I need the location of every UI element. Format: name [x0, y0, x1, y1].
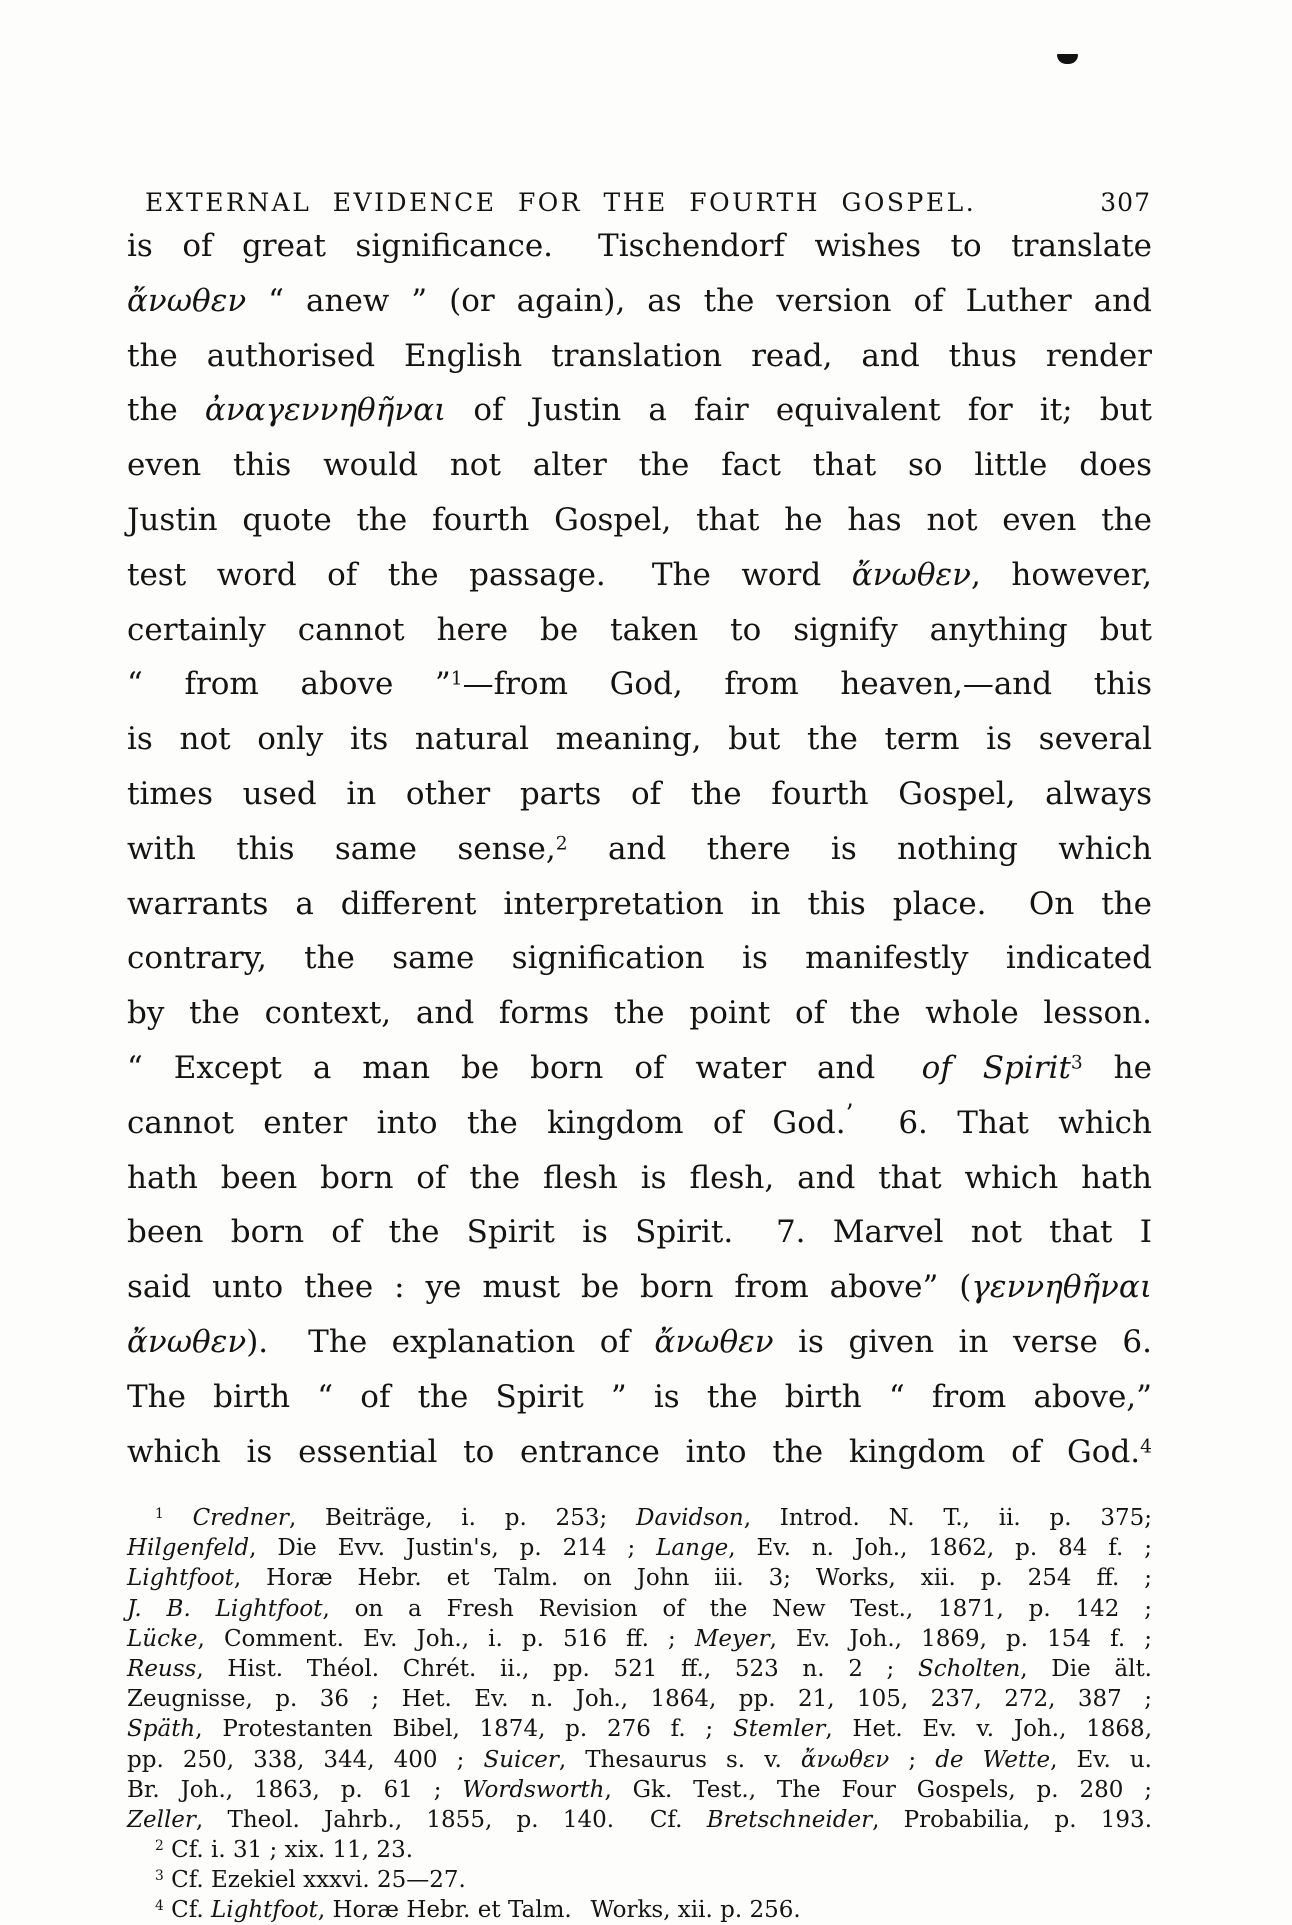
body-line: [127, 822, 1152, 877]
body-line: [127, 1370, 1152, 1425]
footnote-line: [127, 1835, 1152, 1865]
greek-word: ἄνωθεν: [800, 1746, 890, 1773]
greek-word: ἄνωθεν: [127, 1323, 247, 1360]
text-run: , Theol. Jahrb., 1855, p. 140. Cf.: [195, 1806, 707, 1833]
body-line: [127, 877, 1152, 932]
text-run: —from God, from heaven,—and this: [462, 666, 1152, 703]
text-run: the authorised English translation read, and thus render: [127, 337, 1152, 374]
footnote-marker: 1: [155, 1506, 164, 1523]
text-run: , Gk. Test., The Four Gospels, p. 280 ;: [604, 1776, 1152, 1803]
italic-emphasis: Reuss: [127, 1655, 197, 1682]
italic-emphasis: Suicer: [483, 1746, 559, 1773]
text-run: [164, 1505, 193, 1531]
body-line: [127, 329, 1152, 384]
body-line: [127, 1205, 1152, 1260]
body-line: [127, 657, 1152, 712]
footnote-marker: 1: [450, 669, 463, 691]
italic-emphasis: Bretschneider: [706, 1806, 873, 1833]
text-run: , Ev. n. Joh., 1862, p. 84 f. ;: [728, 1535, 1152, 1562]
footnote-line: [127, 1775, 1152, 1805]
text-run: , Hist. Théol. Chrét. ii., pp. 521 ff., 523 n. 2 ;: [196, 1655, 918, 1682]
text-run: , however,: [970, 556, 1153, 593]
page-header: [145, 188, 1151, 217]
italic-emphasis: Scholten: [917, 1655, 1021, 1682]
footnote-line: [127, 1654, 1152, 1684]
footnote-marker: 3: [155, 1868, 164, 1885]
body-line: [127, 438, 1152, 493]
text-run: with this same sense,: [127, 830, 556, 867]
text-run: contrary, the same signification is manifestly indicated: [127, 940, 1152, 977]
body-line: [127, 1425, 1152, 1480]
text-run: , Het. Ev. v. Joh., 1868,: [825, 1716, 1153, 1743]
text-run: been born of the Spirit is Spirit. 7. Marvel not that I: [127, 1214, 1152, 1251]
footnote-line: [127, 1745, 1152, 1775]
italic-emphasis: Hilgenfeld: [127, 1535, 250, 1562]
footnote-marker: 4: [1140, 1436, 1152, 1458]
greek-word: ἀναγεννηθῆναι: [204, 392, 447, 429]
text-run: he: [1082, 1049, 1152, 1086]
body-line: [127, 767, 1152, 822]
text-run: Br. Joh., 1863, p. 61 ;: [127, 1776, 463, 1803]
body-line: [127, 219, 1152, 274]
italic-emphasis: J. B. Lightfoot: [127, 1595, 323, 1622]
text-run: 6. That which: [853, 1104, 1152, 1141]
text-run: Cf. i. 31 ; xix. 11, 23.: [163, 1837, 414, 1864]
text-run: The birth “ of the Spirit ” is the birth “ from above,”: [127, 1378, 1152, 1415]
body-line: [127, 493, 1152, 548]
text-run: Cf.: [163, 1897, 212, 1924]
italic-emphasis: de Wette: [935, 1746, 1051, 1773]
footnote-marker: 2: [555, 833, 568, 855]
footnote-line: [127, 1895, 1152, 1925]
italic-emphasis: Meyer: [694, 1625, 770, 1652]
footnote-line: [127, 1533, 1152, 1563]
text-run: and there is nothing which: [567, 830, 1153, 867]
body-line: [127, 1096, 1152, 1151]
body-line: [127, 1041, 1152, 1096]
body-line: [127, 603, 1152, 658]
text-run: , Protestanten Bibel, 1874, p. 276 f. ;: [195, 1716, 733, 1743]
footnote-line: [127, 1714, 1152, 1744]
body-line: [127, 986, 1152, 1041]
italic-emphasis: Lücke: [127, 1625, 198, 1652]
footnote-line: [127, 1865, 1152, 1895]
body-line: [127, 1315, 1152, 1370]
page-number: 307: [1100, 188, 1151, 217]
footnote-marker: 4: [155, 1898, 164, 1915]
body-line: [127, 548, 1152, 603]
italic-emphasis: Davidson: [636, 1505, 744, 1531]
body-line: [127, 274, 1152, 329]
text-run: the: [127, 392, 205, 429]
text-run: , Die ält.: [1020, 1655, 1152, 1682]
text-run: ). The explanation of: [246, 1323, 655, 1360]
text-run: warrants a different interpretation in this place. On the: [127, 885, 1152, 922]
footnote-line: [127, 1503, 1152, 1533]
text-run: Zeugnisse, p. 36 ; Het. Ev. n. Joh., 1864, pp. 21, 105, 237, 272, 387 ;: [127, 1686, 1152, 1713]
footnote-line: [127, 1684, 1152, 1714]
running-title: EXTERNAL EVIDENCE FOR THE FOURTH GOSPEL.: [145, 188, 977, 217]
greek-word: ἄνωθεν: [654, 1323, 774, 1360]
italic-emphasis: Lange: [656, 1535, 729, 1562]
text-run: , on a Fresh Revision of the New Test., 1871, p. 142 ;: [322, 1595, 1152, 1622]
text-run: times used in other parts of the fourth Gospel, always: [127, 775, 1152, 812]
footnote-line: [127, 1563, 1152, 1593]
text-run: test word of the passage. The word: [127, 556, 852, 593]
text-run: even this would not alter the fact that so little does: [127, 447, 1152, 484]
quote-remnant-mark: ’: [845, 1098, 854, 1128]
greek-word: γεννηθῆναι: [971, 1269, 1152, 1306]
text-run: , Ev. u.: [1050, 1746, 1152, 1773]
italic-emphasis: Stemler: [732, 1716, 826, 1743]
text-run: “ from above ”: [127, 666, 451, 703]
body-line: [127, 1151, 1152, 1206]
text-run: Cf. Ezekiel xxxvi. 25—27.: [163, 1867, 466, 1894]
text-run: said unto thee : ye must be born from above” (: [127, 1269, 972, 1306]
text-run: , Beiträge, i. p. 253;: [288, 1505, 636, 1531]
text-run: Justin quote the fourth Gospel, that he has not even the: [127, 501, 1152, 538]
italic-emphasis: Zeller: [127, 1806, 196, 1833]
text-run: , Horæ Hebr. et Talm. Works, xii. p. 256.: [317, 1897, 801, 1924]
text-run: , Horæ Hebr. et Talm. on John iii. 3; Works, xii. p. 254 ff. ;: [233, 1565, 1152, 1592]
text-run: pp. 250, 338, 344, 400 ;: [127, 1746, 484, 1773]
ink-smudge-mark: [1057, 54, 1078, 64]
italic-emphasis: Lightfoot: [127, 1565, 234, 1592]
text-run: by the context, and forms the point of the whole lesson.: [127, 995, 1152, 1032]
body-line: [127, 383, 1152, 438]
footnotes: [127, 1503, 1152, 1925]
body-line: [127, 712, 1152, 767]
text-run: of Justin a fair equivalent for it; but: [446, 392, 1152, 429]
italic-emphasis: Späth: [127, 1716, 196, 1743]
text-run: ;: [889, 1746, 936, 1773]
footnote-line: [127, 1594, 1152, 1624]
text-run: “ anew ” (or again), as the version of Luther and: [246, 282, 1152, 319]
text-run: which is essential to entrance into the kingdom of God.: [127, 1433, 1141, 1470]
footnote-line: [127, 1805, 1152, 1835]
text-run: , Introd. N. T., ii. p. 375;: [743, 1505, 1153, 1531]
body-line: [127, 931, 1152, 986]
italic-emphasis: Wordsworth: [462, 1776, 605, 1803]
italic-emphasis: of Spirit: [921, 1049, 1071, 1086]
body-line: [127, 1260, 1152, 1315]
greek-word: ἄνωθεν: [127, 282, 247, 319]
text-run: is not only its natural meaning, but the term is several: [127, 721, 1152, 758]
footnote-marker: 3: [1070, 1052, 1083, 1074]
text-run: , Thesaurus s. v.: [558, 1746, 801, 1773]
text-run: , Die Evv. Justin's, p. 214 ;: [249, 1535, 657, 1562]
footnote-marker: 2: [155, 1838, 164, 1855]
italic-emphasis: Credner: [192, 1505, 289, 1531]
text-run: “ Except a man be born of water and: [127, 1049, 922, 1086]
text-run: , Comment. Ev. Joh., i. p. 516 ff. ;: [197, 1625, 695, 1652]
text-run: is of great significance. Tischendorf wishes to translate: [127, 228, 1152, 264]
italic-emphasis: Lightfoot: [211, 1897, 318, 1924]
text-run: certainly cannot here be taken to signify anything but: [127, 611, 1152, 648]
text-run: , Probabilia, p. 193.: [872, 1806, 1153, 1833]
body-text: [127, 219, 1152, 1479]
footnote-line: [127, 1624, 1152, 1654]
text-run: cannot enter into the kingdom of God.: [127, 1104, 846, 1141]
text-run: hath been born of the flesh is flesh, and that which hath: [127, 1159, 1152, 1196]
greek-word: ἄνωθεν: [851, 556, 971, 593]
text-run: is given in verse 6.: [773, 1323, 1152, 1360]
text-run: , Ev. Joh., 1869, p. 154 f. ;: [769, 1625, 1152, 1652]
